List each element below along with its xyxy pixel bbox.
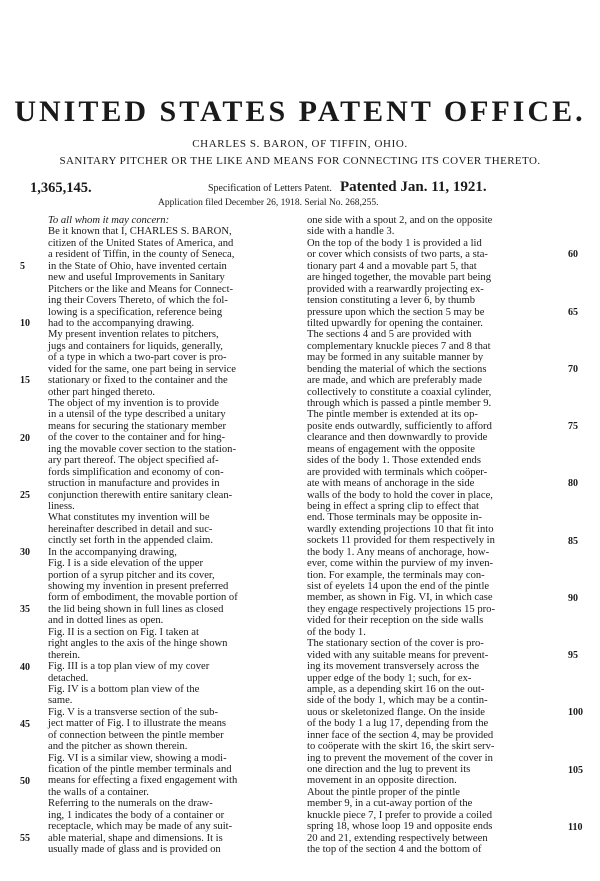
text-line: in the State of Ohio, have invented certain — [48, 260, 227, 272]
text-line: ary part thereof. The object specified af- — [48, 455, 219, 467]
text-line: the top of the section 4 and the bottom of — [307, 844, 482, 856]
text-line: The pintle member is extended at its op- — [307, 409, 478, 421]
text-line: Pitchers or the like and Means for Connect- — [48, 283, 234, 295]
text-line: ing their Covers Thereto, of which the fol- — [48, 295, 228, 307]
text-line: receptacle, which may be made of any suit- — [48, 821, 233, 833]
line-number: 100 — [568, 707, 583, 719]
text-line: vided for their reception on the side walls — [307, 615, 484, 627]
text-line: means of engagement with the opposite — [307, 443, 475, 455]
text-line: of a type in which a two-part cover is pro- — [48, 352, 227, 364]
line-number: 40 — [20, 661, 30, 673]
line-number: 110 — [568, 821, 583, 833]
text-line: ject matter of Fig. I to illustrate the means — [48, 718, 226, 730]
text-line: other part hinged thereto. — [48, 386, 156, 398]
text-line: liness. — [48, 500, 75, 512]
text-line: member 9, in a cut-away portion of the — [307, 798, 473, 810]
line-number: 55 — [20, 833, 30, 845]
text-line: collectively to constitute a coaxial cylinder, — [307, 386, 492, 398]
text-line: member, as shown in Fig. VI, in which case — [307, 592, 493, 604]
line-number: 105 — [568, 764, 583, 776]
line-number: 80 — [568, 478, 578, 490]
line-number: 75 — [568, 421, 578, 433]
text-line: The stationary section of the cover is pro- — [307, 638, 484, 650]
right-text-column — [307, 215, 495, 856]
left-text-column — [48, 215, 238, 856]
text-line: conjunction therewith entire sanitary clean- — [48, 489, 233, 501]
text-line: in a utensil of the type described a unitary — [48, 409, 226, 421]
text-line: being in effect a spring clip to effect that — [307, 500, 479, 512]
text-line: end. Those terminals may be opposite in- — [307, 512, 482, 524]
text-line: The sections 4 and 5 are provided with — [307, 329, 472, 341]
patent-number: 1,365,145. — [30, 180, 92, 196]
text-line: one direction and the lug to prevent its — [307, 764, 471, 775]
line-number: 5 — [20, 260, 25, 272]
text-line: of the body 1. — [307, 626, 366, 638]
text-line: may be formed in any suitable manner by — [307, 352, 484, 364]
text-line: spring 18, whose loop 19 and opposite ends — [307, 821, 493, 833]
text-line: means for securing the stationary member — [48, 420, 226, 432]
text-line: What constitutes my invention will be — [48, 512, 210, 524]
text-line: vided for the same, one part being in service — [48, 363, 236, 375]
text-line: fication of the pintle member terminals and — [48, 764, 232, 775]
specification-label: Specification of Letters Patent. — [208, 183, 332, 194]
text-line: had to the accompanying drawing. — [48, 317, 195, 329]
text-line: ample, as a depending skirt 16 on the out- — [307, 683, 485, 695]
text-line: side of the body 1, which may be a contin- — [307, 695, 488, 707]
text-line: vided with any suitable means for prevent- — [307, 649, 489, 661]
text-line: form of embodiment, the movable portion of — [48, 592, 238, 604]
text-line: are provided with terminals which coöper- — [307, 466, 488, 478]
text-line: are made, and which are preferably made — [307, 375, 482, 387]
text-line: usually made of glass and is provided on — [48, 844, 221, 856]
line-number: 35 — [20, 604, 30, 616]
text-line: citizen of the United States of America, and — [48, 237, 234, 249]
text-line: a resident of Tiffin, in the county of Seneca, — [48, 249, 235, 261]
text-line: pressure upon which the section 5 may be — [307, 306, 485, 318]
text-line: tilted upwardly for opening the container. — [307, 317, 483, 329]
invention-title: SANITARY PITCHER OR THE LIKE AND MEANS FOR CONNECTING ITS COVER THERETO. — [59, 155, 541, 167]
line-number: 85 — [568, 535, 578, 547]
text-line: are hinged together, the movable part being — [307, 272, 492, 284]
text-line: To all whom it may concern: — [48, 215, 170, 226]
line-number: 15 — [20, 375, 30, 387]
text-line: portion of a syrup pitcher and its cover, — [48, 569, 215, 581]
text-line: one side with a spout 2, and on the opposite — [307, 215, 493, 226]
text-line: lowing is a specification, reference being — [48, 306, 223, 318]
text-line: sides of the body 1. Those extended ends — [307, 455, 481, 467]
text-line: Fig. I is a side elevation of the upper — [48, 558, 204, 570]
text-line: complementary knuckle pieces 7 and 8 that — [307, 340, 491, 352]
text-line: sockets 11 provided for them respectively in — [307, 535, 495, 547]
text-line: ever, come within the purview of my inven- — [307, 558, 494, 570]
line-number: 60 — [568, 249, 578, 261]
line-number: 25 — [20, 489, 30, 501]
text-line: movement in an opposite direction. — [307, 775, 457, 787]
text-line: tionary part 4 and a movable part 5, that — [307, 260, 477, 272]
text-line: clearance and then downwardly to provide — [307, 432, 488, 444]
text-line: the walls of a container. — [48, 786, 149, 798]
text-line: inner face of the section 4, may be provided — [307, 729, 494, 741]
text-line: right angles to the axis of the hinge shown — [48, 638, 228, 650]
text-line: through which is passed a pintle member 9. — [307, 398, 492, 409]
text-line: ing, 1 indicates the body of a container or — [48, 809, 225, 821]
text-line: and the pitcher as shown therein. — [48, 741, 188, 753]
office-heading: UNITED STATES PATENT OFFICE. — [14, 95, 586, 128]
text-line: ing its movement transversely across the — [307, 661, 480, 673]
text-line: Referring to the numerals on the draw- — [48, 798, 213, 810]
line-number: 95 — [568, 650, 578, 662]
text-line: new and useful Improvements in Sanitary — [48, 272, 225, 284]
text-line: knuckle piece 7, I prefer to provide a coiled — [307, 809, 493, 821]
text-line: they engage respectively projections 15 pro- — [307, 603, 495, 615]
patented-date: Patented Jan. 11, 1921. — [340, 179, 487, 195]
text-line: bending the material of which the sections — [307, 363, 487, 375]
text-line: Fig. IV is a bottom plan view of the — [48, 683, 200, 695]
line-number: 70 — [568, 363, 578, 375]
text-line: ing the movable cover section to the station- — [48, 443, 236, 455]
text-line: 20 and 21, extending respectively between — [307, 832, 488, 844]
text-line: posite ends outwardly, sufficiently to afford — [307, 420, 492, 432]
text-line: hereinafter described in detail and suc- — [48, 523, 213, 535]
text-line: struction in manufacture and provides in — [48, 478, 220, 490]
text-line: walls of the body to hold the cover in place, — [307, 489, 493, 501]
inventor-line: CHARLES S. BARON, OF TIFFIN, OHIO. — [192, 138, 408, 150]
text-line: About the pintle proper of the pintle — [307, 786, 460, 798]
text-line: The object of my invention is to provide — [48, 398, 219, 409]
text-line: fords simplification and economy of con- — [48, 466, 224, 478]
text-line: upper edge of the body 1; such, for ex- — [307, 672, 472, 684]
text-line: the lid being shown in full lines as closed — [48, 603, 224, 615]
text-line: ate with means of anchorage in the side — [307, 478, 475, 490]
text-line: sist of eyelets 14 upon the end of the pintle — [307, 581, 490, 592]
text-line: same. — [48, 695, 73, 707]
text-line: My present invention relates to pitchers, — [48, 329, 219, 341]
line-number: 50 — [20, 776, 30, 788]
text-line: Fig. II is a section on Fig. I taken at — [48, 626, 199, 638]
text-line: or cover which consists of two parts, a sta- — [307, 249, 488, 261]
text-line: On the top of the body 1 is provided a lid — [307, 237, 482, 249]
text-line: Be it known that I, CHARLES S. BARON, — [48, 226, 232, 238]
text-line: and in dotted lines as open. — [48, 615, 164, 627]
text-line: jugs and containers for liquids, generally, — [48, 340, 223, 352]
line-number: 10 — [20, 318, 30, 330]
text-line: In the accompanying drawing, — [48, 546, 177, 558]
text-line: showing my invention in present preferred — [48, 581, 229, 592]
line-number: 90 — [568, 592, 578, 604]
text-line: of connection between the pintle member — [48, 729, 224, 741]
filing-info: Application filed December 26, 1918. Serial No. 268,255. — [158, 198, 379, 208]
text-line: the body 1. Any means of anchorage, how- — [307, 546, 490, 558]
text-line: detached. — [48, 672, 89, 684]
text-line: provided with a rearwardly projecting ex- — [307, 283, 484, 295]
text-line: means for effecting a fixed engagement with — [48, 775, 238, 787]
text-line: to coöperate with the skirt 16, the skirt serv- — [307, 741, 495, 753]
text-line: Fig. VI is a similar view, showing a modi- — [48, 752, 227, 764]
text-line: wardly extending projections 10 that fit into — [307, 523, 494, 535]
text-line: tension constituting a lever 6, by thumb — [307, 295, 476, 307]
text-line: stationary or fixed to the container and the — [48, 375, 228, 387]
line-number: 45 — [20, 718, 30, 730]
text-line: Fig. III is a top plan view of my cover — [48, 661, 210, 673]
text-line: Fig. V is a transverse section of the sub- — [48, 706, 218, 718]
text-line: tion. For example, the terminals may con- — [307, 569, 485, 581]
text-line: of the body 1 a lug 17, depending from the — [307, 718, 489, 730]
text-line: side with a handle 3. — [307, 226, 395, 238]
line-number: 30 — [20, 547, 30, 559]
text-line: uous or skeletonized flange. On the inside — [307, 706, 485, 718]
text-line: of the cover to the container and for hing- — [48, 432, 226, 444]
text-line: ing to prevent the movement of the cover in — [307, 752, 493, 764]
text-line: therein. — [48, 649, 81, 661]
line-number: 20 — [20, 432, 30, 444]
line-number: 65 — [568, 306, 578, 318]
text-line: able material, shape and dimensions. It is — [48, 832, 223, 844]
text-line: cinctly set forth in the appended claim. — [48, 535, 214, 547]
